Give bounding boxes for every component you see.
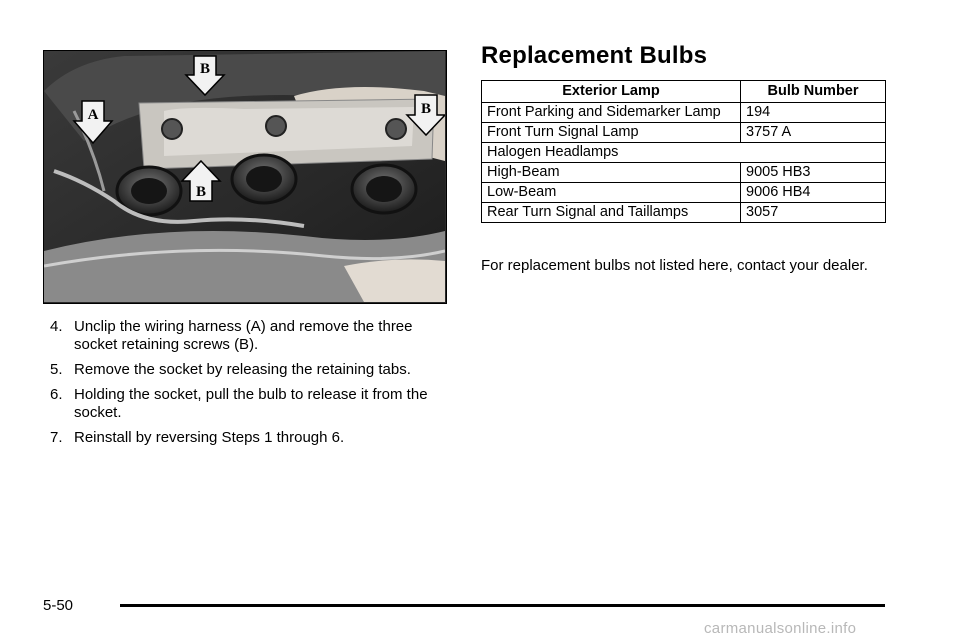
page-number: 5-50 [43, 597, 74, 614]
step-item [50, 429, 450, 447]
bulb-cell: 3057 [741, 203, 886, 223]
step-number: 5. [50, 361, 63, 378]
step-text: Remove the socket by releasing the retaining tabs. [74, 361, 411, 378]
footer-rule [120, 604, 885, 607]
bulb-cell: 9005 HB3 [741, 163, 886, 183]
watermark: carmanualsonline.info [704, 620, 857, 637]
procedure-steps [50, 318, 450, 454]
bulb-cell: 3757 A [741, 123, 886, 143]
column-header-exterior-lamp: Exterior Lamp [482, 81, 741, 103]
table-row [482, 143, 886, 163]
lamp-cell: Low-Beam [482, 183, 741, 203]
table-row [482, 123, 886, 143]
step-number: 7. [50, 429, 63, 446]
table-header-row [482, 81, 886, 103]
table-row [482, 103, 886, 123]
step-text: Holding the socket, pull the bulb to release it from the socket. [74, 386, 428, 421]
column-header-bulb-number: Bulb Number [741, 81, 886, 103]
step-item [50, 361, 450, 379]
lamp-cell: High-Beam [482, 163, 741, 183]
callout-label-b-right: B [420, 101, 432, 117]
section-title: Replacement Bulbs [481, 42, 708, 69]
callout-label-b-top: B [199, 61, 211, 77]
lamp-group-cell: Halogen Headlamps [482, 143, 886, 163]
callout-label-b-bottom: B [195, 184, 207, 200]
step-item [50, 386, 450, 422]
step-item [50, 318, 450, 354]
bulb-cell: 9006 HB4 [741, 183, 886, 203]
lamp-cell: Front Turn Signal Lamp [482, 123, 741, 143]
headlamp-socket-illustration [44, 51, 445, 302]
lamp-cell: Front Parking and Sidemarker Lamp [482, 103, 741, 123]
headlamp-socket-photo [43, 50, 447, 304]
step-text: Reinstall by reversing Steps 1 through 6. [74, 429, 345, 446]
table-row [482, 203, 886, 223]
lamp-cell: Rear Turn Signal and Taillamps [482, 203, 741, 223]
callout-label-a: A [87, 107, 99, 123]
replacement-bulbs-table [481, 80, 886, 223]
step-number: 6. [50, 386, 63, 403]
table-row [482, 163, 886, 183]
dealer-note: For replacement bulbs not listed here, contact your dealer. [481, 257, 868, 274]
bulb-cell: 194 [741, 103, 886, 123]
step-text: Unclip the wiring harness (A) and remove the three socket retaining screws (B). [74, 318, 413, 353]
table-row [482, 183, 886, 203]
step-number: 4. [50, 318, 63, 335]
